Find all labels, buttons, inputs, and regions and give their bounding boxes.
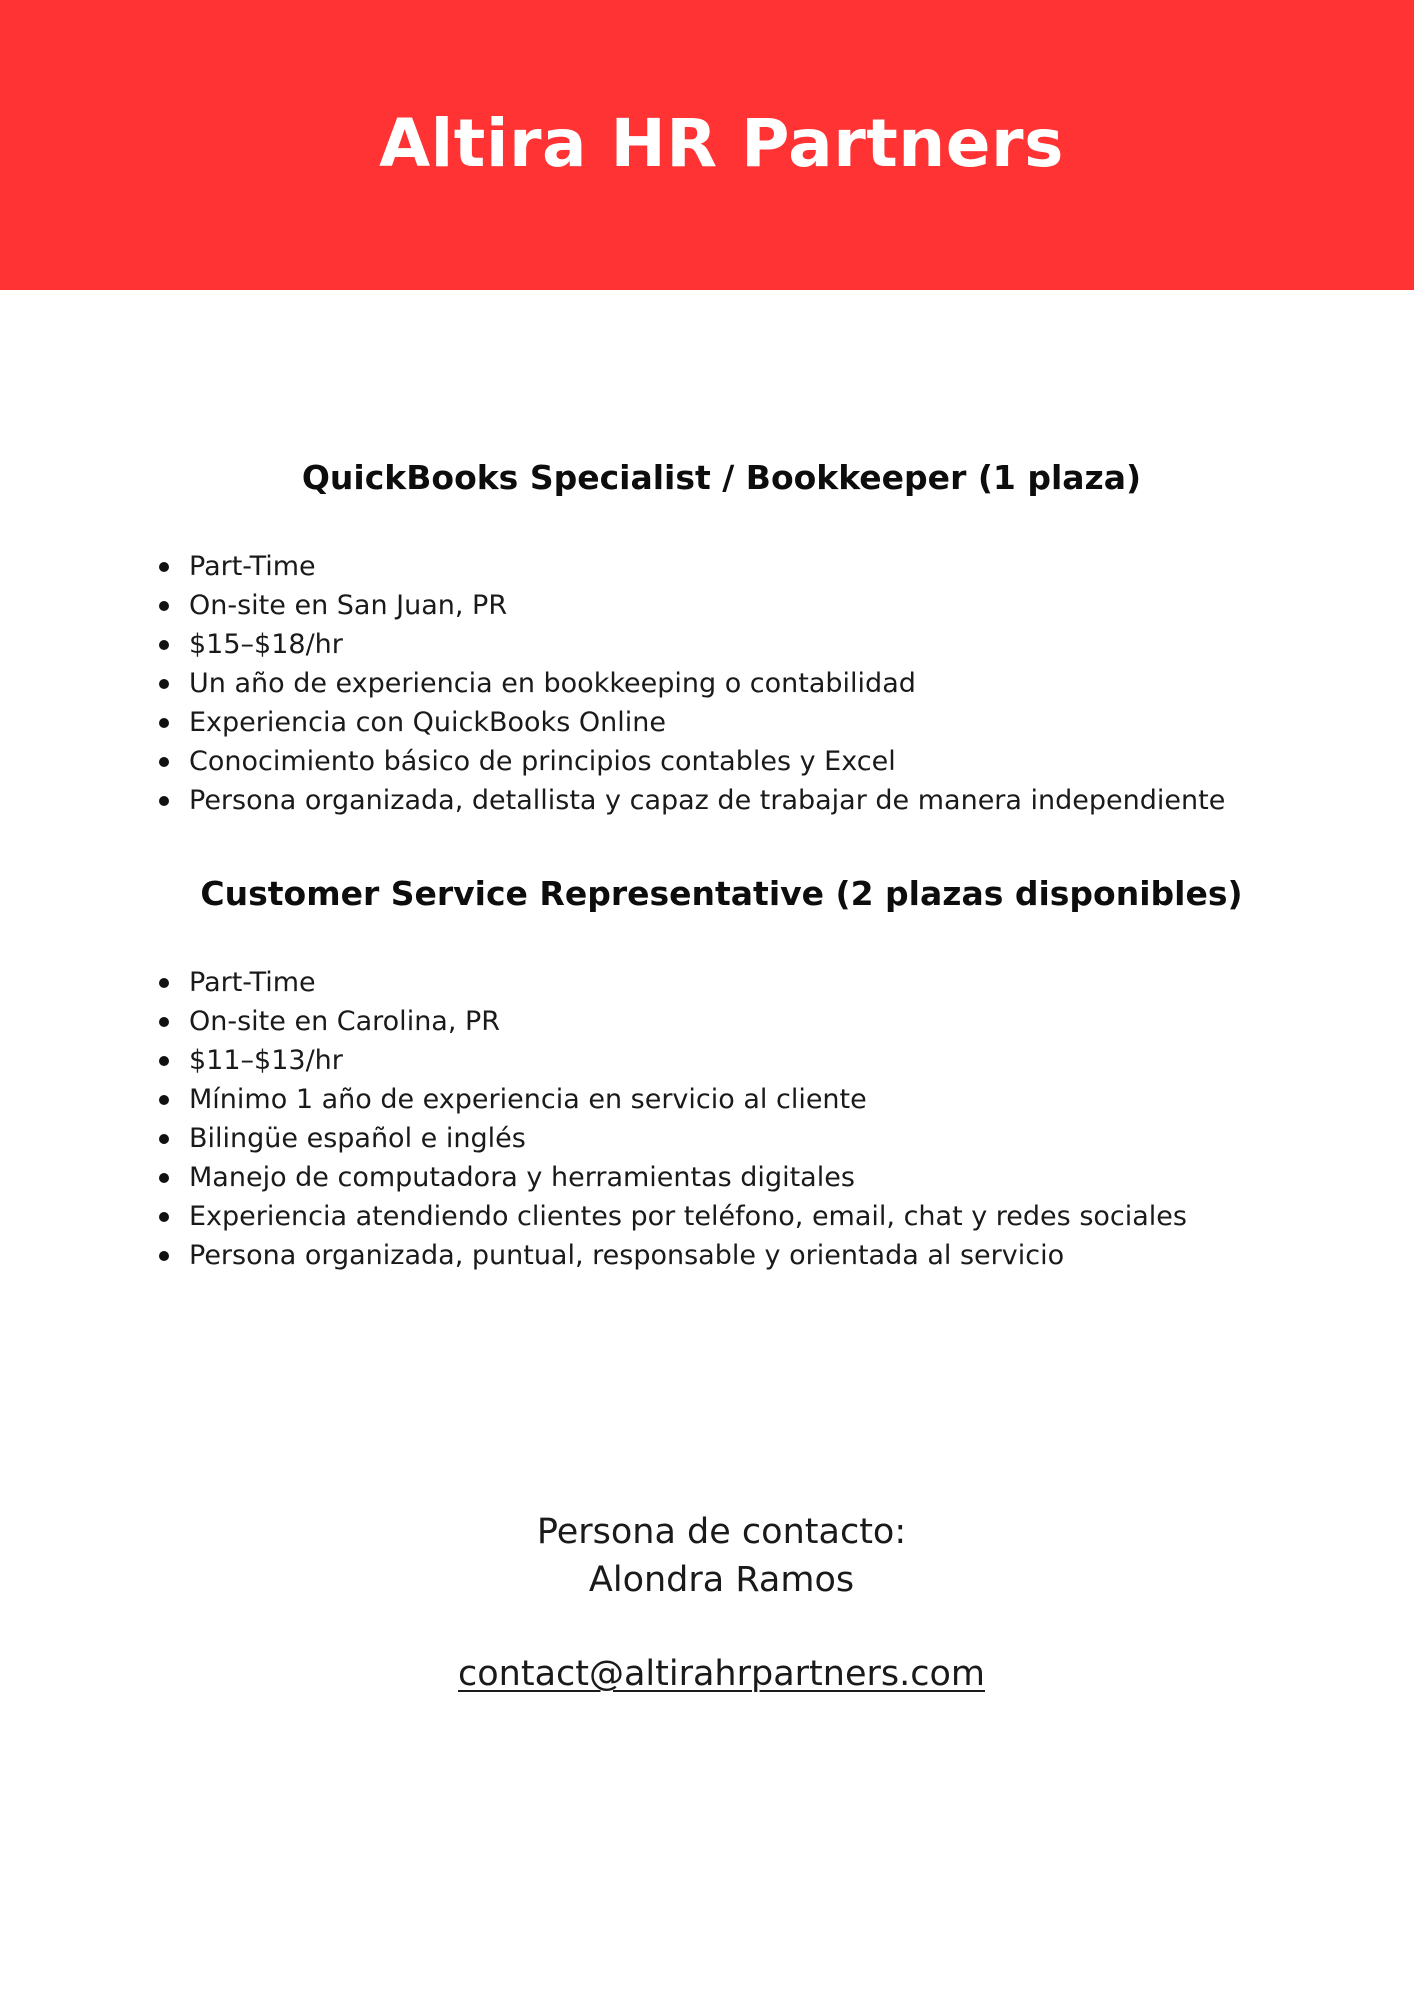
header-banner	[0, 0, 1414, 290]
requirement-item	[0, 1197, 1414, 1236]
bullet-icon	[159, 796, 169, 806]
requirement-text: Bilingüe español e inglés	[189, 1123, 526, 1154]
bullet-icon	[159, 640, 169, 650]
requirement-item	[0, 1041, 1414, 1080]
requirement-text: $15–$18/hr	[189, 629, 343, 660]
requirement-text: Un año de experiencia en bookkeeping o contabilidad	[189, 668, 916, 699]
requirement-item	[0, 1119, 1414, 1158]
job-title: QuickBooks Specialist / Bookkeeper (1 plaza)	[301, 458, 1142, 497]
contact-block	[0, 1508, 1414, 1604]
requirement-item	[0, 1236, 1414, 1275]
company-name: Altira HR Partners	[379, 105, 1064, 182]
requirement-text: Persona organizada, puntual, responsable y orientada al servicio	[189, 1240, 1065, 1271]
requirement-item	[0, 625, 1414, 664]
requirement-item	[0, 1080, 1414, 1119]
requirement-item	[0, 742, 1414, 781]
requirement-text: Part-Time	[189, 967, 316, 998]
requirement-text: Manejo de computadora y herramientas digitales	[189, 1162, 855, 1193]
requirements-list	[0, 963, 1414, 1275]
requirement-item	[0, 703, 1414, 742]
bullet-icon	[159, 978, 169, 988]
bullet-icon	[159, 562, 169, 572]
bullet-icon	[159, 679, 169, 689]
bullet-icon	[159, 1017, 169, 1027]
job-title: Customer Service Representative (2 plazas disponibles)	[200, 874, 1243, 913]
requirement-text: On-site en San Juan, PR	[189, 590, 508, 621]
requirement-item	[0, 547, 1414, 586]
bullet-icon	[159, 757, 169, 767]
bullet-icon	[159, 1212, 169, 1222]
requirement-text: Experiencia atendiendo clientes por teléfono, email, chat y redes sociales	[189, 1201, 1187, 1232]
contact-name: Alondra Ramos	[588, 1560, 855, 1600]
requirement-item	[0, 963, 1414, 1002]
contact-label: Persona de contacto:	[536, 1512, 907, 1552]
bullet-icon	[159, 1095, 169, 1105]
requirement-text: Conocimiento básico de principios contables y Excel	[189, 746, 896, 777]
bullet-icon	[159, 1173, 169, 1183]
requirement-text: Mínimo 1 año de experiencia en servicio al cliente	[189, 1084, 867, 1115]
bullet-icon	[159, 1134, 169, 1144]
requirement-item	[0, 781, 1414, 820]
contact-email-link[interactable]: contact@altirahrpartners.com	[458, 1654, 985, 1694]
bullet-icon	[159, 601, 169, 611]
bullet-icon	[159, 1056, 169, 1066]
requirement-item	[0, 586, 1414, 625]
requirement-text: Experiencia con QuickBooks Online	[189, 707, 666, 738]
bullet-icon	[159, 718, 169, 728]
requirements-list	[0, 547, 1414, 820]
bullet-icon	[159, 1251, 169, 1261]
requirement-item	[0, 1002, 1414, 1041]
requirement-item	[0, 664, 1414, 703]
requirement-text: $11–$13/hr	[189, 1045, 343, 1076]
job-posting-quickbooks	[0, 455, 1414, 816]
requirement-item	[0, 1158, 1414, 1197]
requirement-text: Part-Time	[189, 551, 316, 582]
requirement-text: On-site en Carolina, PR	[189, 1006, 501, 1037]
requirement-text: Persona organizada, detallista y capaz de trabajar de manera independiente	[189, 785, 1226, 816]
job-posting-customer-service	[0, 871, 1414, 1271]
